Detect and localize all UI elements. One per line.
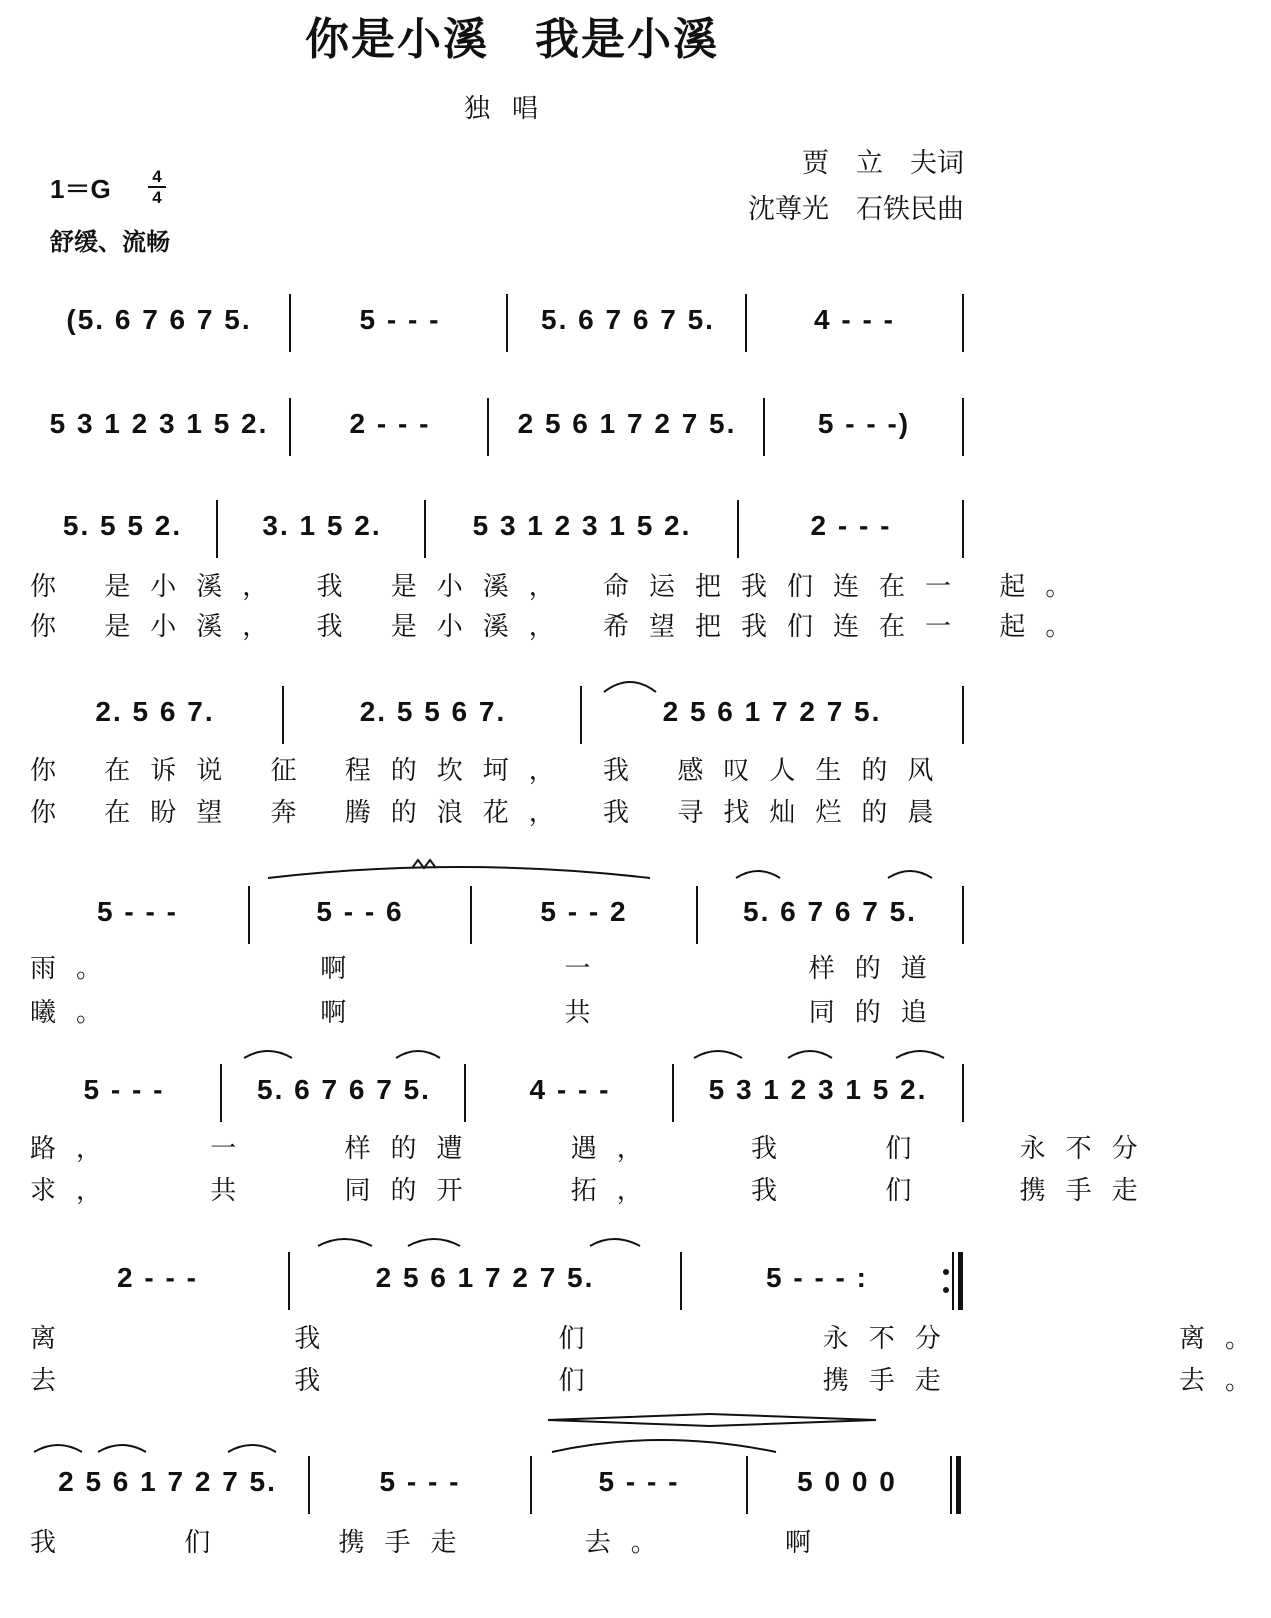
measure (493, 404, 761, 460)
measure (476, 892, 692, 948)
note-group: 5 - - - (97, 896, 178, 927)
measure (30, 692, 280, 748)
barline (248, 886, 250, 944)
note-group: 5 - - 2 (540, 896, 628, 927)
barline (763, 398, 765, 456)
song-title: 你是小溪 我是小溪 (305, 14, 719, 65)
time-signature-top: 4 (152, 167, 162, 186)
tie (552, 1440, 776, 1452)
measure (254, 892, 466, 948)
slur (590, 1239, 640, 1246)
slur (736, 871, 780, 878)
barline (962, 1064, 964, 1122)
note-group: 5 - - - (83, 1074, 165, 1105)
barline (746, 1456, 748, 1514)
measure (30, 300, 288, 356)
final-barline (956, 1456, 961, 1514)
note-group: 3. 1 5 2. (262, 510, 382, 541)
note-group: 5 - - - : (766, 1262, 868, 1293)
measure (430, 506, 734, 562)
measure (744, 506, 958, 562)
slur (896, 1051, 944, 1058)
barline (745, 294, 747, 352)
measure (314, 1462, 526, 1518)
note-group: 2 - - - (810, 510, 892, 541)
barline (962, 500, 964, 558)
barline (424, 500, 426, 558)
measure (686, 1258, 948, 1314)
note-group: 2 5 6 1 7 2 7 5. (58, 1466, 277, 1497)
measure (752, 300, 957, 356)
barline (216, 500, 218, 558)
note-group: 5 - - - (359, 304, 441, 335)
note-group: 5 3 1 2 3 1 5 2. (472, 510, 692, 541)
key-signature: 1＝G (50, 174, 111, 204)
barline (487, 398, 489, 456)
barline (952, 1252, 954, 1310)
slur (318, 1239, 372, 1246)
tempo-marking: 舒缓、流畅 (50, 228, 170, 256)
measure (30, 506, 215, 562)
slur (604, 682, 656, 692)
slur (694, 1051, 742, 1058)
lyric-line: 你 是小溪， 我 是小溪， 希望把我们连在一 起。 (30, 612, 1092, 642)
note-group: 5 - - -) (817, 408, 911, 439)
measure (295, 404, 485, 460)
barline (580, 686, 582, 744)
composer-credit: 沈尊光 石铁民曲 (748, 194, 964, 225)
lyric-line: 曦。 啊 共 同的追 (30, 998, 947, 1028)
barline (737, 500, 739, 558)
time-signature-bottom: 4 (152, 188, 162, 207)
note-group: (5. 6 7 6 7 5. (66, 304, 252, 335)
slur (228, 1445, 276, 1452)
measure (752, 1462, 942, 1518)
decrescendo-hairpin (710, 1414, 876, 1426)
lyric-line: 你 是小溪， 我 是小溪， 命运把我们连在一 起。 (30, 572, 1092, 602)
barline (289, 398, 291, 456)
lyric-line: 你 在盼望 奔 腾的浪花， 我 寻找灿烂的晨 (30, 798, 954, 828)
barline (680, 1252, 682, 1310)
note-group: 5. 6 7 6 7 5. (743, 896, 917, 927)
measure (30, 1258, 285, 1314)
barline (672, 1064, 674, 1122)
barline (289, 294, 291, 352)
barline (288, 1252, 290, 1310)
note-group: 2 5 6 1 7 2 7 5. (517, 408, 737, 439)
note-group: 2 5 6 1 7 2 7 5. (662, 696, 882, 727)
lyric-line: 你 在诉说 征 程的坎坷， 我 感叹人生的风 (30, 756, 954, 786)
lyric-line: 离 我 们 永不分 离。 (30, 1324, 1271, 1354)
barline (464, 1064, 466, 1122)
note-group: 2. 5 6 7. (95, 696, 215, 727)
crescendo-hairpin (548, 1414, 710, 1426)
slur (244, 1051, 292, 1058)
note-group: 2 5 6 1 7 2 7 5. (375, 1262, 595, 1293)
barline (962, 294, 964, 352)
measure (586, 692, 958, 748)
time-signature (148, 168, 166, 206)
measure (702, 892, 958, 948)
measure (30, 1070, 218, 1126)
slur (788, 1051, 832, 1058)
repeat-end-barline (958, 1252, 963, 1310)
measure (536, 1462, 742, 1518)
barline (470, 886, 472, 944)
lyric-line: 去 我 们 携手走 去。 (30, 1366, 1271, 1396)
barline (950, 1456, 952, 1514)
barline (308, 1456, 310, 1514)
lyric-line: 求， 共 同的开 拓， 我 们 携手走 (30, 1176, 1158, 1206)
measure (770, 404, 958, 460)
mordent-ornament (412, 860, 436, 868)
barline (506, 294, 508, 352)
measure (222, 506, 422, 562)
barline (220, 1064, 222, 1122)
barline (962, 886, 964, 944)
measure (678, 1070, 958, 1126)
tie (268, 867, 650, 878)
measure (30, 404, 288, 460)
note-group: 5 3 1 2 3 1 5 2. (49, 408, 269, 439)
lyric-line: 路， 一 样的遭 遇， 我 们 永不分 (30, 1134, 1158, 1164)
measure (30, 892, 245, 948)
measure (226, 1070, 462, 1126)
note-group: 5. 6 7 6 7 5. (257, 1074, 431, 1105)
measure (295, 300, 505, 356)
barline (696, 886, 698, 944)
note-group: 5 0 0 0 (797, 1466, 897, 1497)
note-group: 5 - - - (598, 1466, 680, 1497)
note-group: 2 - - - (117, 1262, 198, 1293)
measure (512, 300, 744, 356)
song-subtitle: 独唱 (463, 94, 560, 124)
measure (294, 1258, 676, 1314)
slur (98, 1445, 146, 1452)
measure (470, 1070, 670, 1126)
lyricist-credit: 贾 立 夫词 (802, 148, 964, 179)
measure (288, 692, 578, 748)
note-group: 2 - - - (349, 408, 431, 439)
note-group: 2. 5 5 6 7. (359, 696, 507, 727)
lyric-line: 雨。 啊 一 样的道 (30, 954, 947, 984)
barline (282, 686, 284, 744)
note-group: 5 3 1 2 3 1 5 2. (708, 1074, 928, 1105)
slur (408, 1239, 460, 1246)
barline (962, 686, 964, 744)
note-group: 5 - - - (379, 1466, 461, 1497)
note-group: 4 - - - (814, 304, 895, 335)
slur (396, 1051, 440, 1058)
note-group: 5 - - 6 (316, 896, 404, 927)
measure (30, 1462, 305, 1518)
note-group: 4 - - - (529, 1074, 611, 1105)
note-group: 5. 6 7 6 7 5. (541, 304, 715, 335)
note-group: 5. 5 5 2. (62, 510, 183, 541)
barline (530, 1456, 532, 1514)
lyric-line: 我 们 携手走 去。 啊 (30, 1528, 832, 1558)
barline (962, 398, 964, 456)
slur (34, 1445, 82, 1452)
slur (888, 871, 932, 878)
